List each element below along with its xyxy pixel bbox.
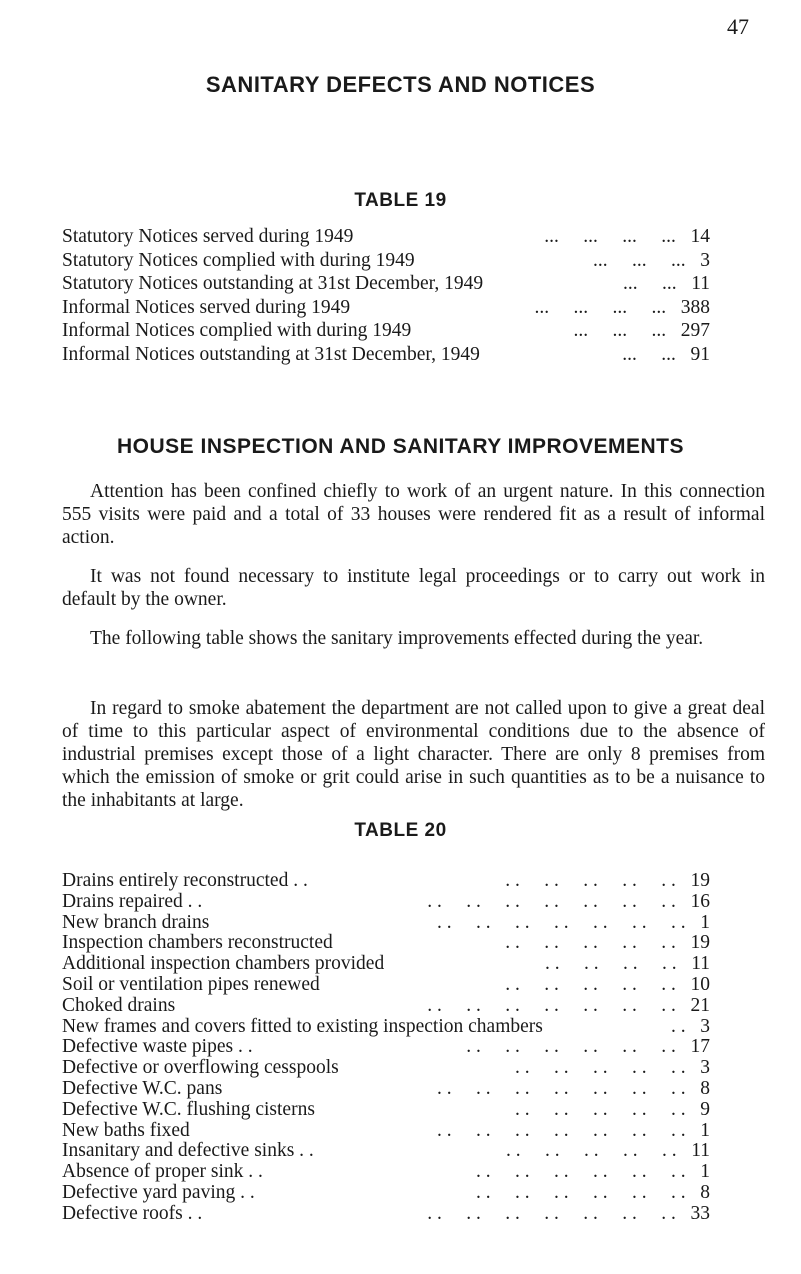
row-number: 16: [690, 890, 710, 912]
row-number: 33: [690, 1202, 710, 1224]
row-leader-dots: . . . . . . . . . .: [515, 1098, 686, 1120]
row-value: [427, 1203, 710, 1225]
row-label: New branch drains: [62, 911, 210, 933]
table-row: [62, 1182, 710, 1203]
section-heading: HOUSE INSPECTION AND SANITARY IMPROVEMENTS: [116, 435, 685, 458]
row-leader-dots: . . . . . . . . . .: [505, 973, 676, 995]
table-row: [62, 974, 710, 995]
row-leader-dots: ... ... ...: [593, 249, 686, 271]
row-value: [515, 1099, 710, 1121]
table-row: [62, 1140, 710, 1161]
row-number: 10: [690, 973, 710, 995]
row-value: [671, 1016, 710, 1038]
row-label: Absence of proper sink . .: [62, 1161, 263, 1183]
row-label: Drains entirely reconstructed . .: [62, 870, 308, 891]
row-label: Choked drains: [62, 994, 176, 1016]
row-label: Defective roofs . .: [62, 1202, 203, 1224]
row-leader-dots: . . . . . . . . . .: [505, 870, 676, 891]
row-value: [505, 870, 710, 892]
table-row: [62, 297, 710, 321]
row-number: 14: [690, 226, 710, 247]
row-number: 91: [690, 343, 710, 365]
row-value: [622, 344, 710, 366]
row-value: [545, 953, 710, 975]
table-20-heading: TABLE 20: [354, 820, 447, 841]
table-row: [62, 891, 710, 912]
row-leader-dots: . . . . . . . . . . . .: [476, 1181, 686, 1203]
row-number: 11: [691, 1140, 710, 1162]
row-leader-dots: . . . . . . . . . .: [505, 1140, 677, 1162]
row-leader-dots: . . . . . . . . . . . .: [476, 1161, 686, 1183]
row-label: Informal Notices complied with during 1949: [62, 320, 412, 342]
row-value: [505, 932, 710, 954]
table-row: [62, 995, 710, 1016]
table-row: [62, 1203, 710, 1224]
row-number: 3: [700, 1057, 710, 1079]
row-value: [515, 1057, 710, 1079]
row-leader-dots: ... ... ...: [573, 320, 667, 342]
row-leader-dots: . . . . . . . . . . . .: [466, 1036, 676, 1058]
table-row: [62, 1120, 710, 1141]
row-number: 19: [690, 932, 710, 954]
row-leader-dots: . . . . . . . . . .: [505, 932, 676, 954]
row-number: 1: [700, 911, 710, 933]
row-label: New baths fixed: [62, 1119, 190, 1141]
row-label: Statutory Notices complied with during 1949: [62, 249, 415, 271]
table-row: [62, 1036, 710, 1057]
row-leader-dots: ... ...: [622, 343, 676, 365]
table-row: [62, 273, 710, 297]
row-label: Drains repaired . .: [62, 890, 203, 912]
row-number: 11: [691, 953, 710, 975]
row-leader-dots: . .: [671, 1015, 686, 1037]
table-row: [62, 344, 710, 368]
row-label: Defective yard paving . .: [62, 1181, 255, 1203]
row-label: Inspection chambers reconstructed: [62, 932, 333, 954]
row-value: [427, 891, 710, 913]
row-value: [506, 1140, 710, 1162]
row-number: 9: [700, 1098, 710, 1120]
row-value: [574, 320, 711, 342]
table-row: [62, 1161, 710, 1182]
row-leader-dots: . . . . . . . .: [544, 953, 677, 975]
row-value: [623, 273, 710, 295]
table-row: [62, 953, 710, 974]
row-number: 8: [700, 1077, 710, 1099]
row-label: Informal Notices served during 1949: [62, 296, 351, 318]
row-value: [505, 974, 710, 996]
row-leader-dots: ... ... ... ...: [534, 296, 667, 318]
table-19: [62, 226, 710, 368]
table-row: [62, 912, 710, 933]
row-number: 1: [700, 1119, 710, 1141]
row-value: [476, 1161, 710, 1183]
row-label: Statutory Notices outstanding at 31st December, 1949: [62, 273, 484, 295]
row-label: Defective W.C. flushing cisterns: [62, 1098, 315, 1120]
row-label: Additional inspection chambers provided: [62, 953, 385, 975]
row-leader-dots: . . . . . . . . . . . . . .: [427, 994, 676, 1016]
row-leader-dots: ... ... ... ...: [544, 226, 676, 247]
row-label: Statutory Notices served during 1949: [62, 226, 354, 247]
table-row: [62, 1016, 710, 1037]
row-number: 8: [700, 1181, 710, 1203]
row-leader-dots: . . . . . . . . . . . . . .: [437, 1119, 686, 1141]
row-number: 297: [680, 320, 710, 342]
table-row: [62, 320, 710, 344]
row-label: Defective or overflowing cesspools: [62, 1057, 339, 1079]
row-number: 3: [700, 1015, 710, 1037]
row-leader-dots: . . . . . . . . . . . . . .: [437, 1077, 686, 1099]
row-label: Defective W.C. pans: [62, 1077, 223, 1099]
row-value: [535, 297, 711, 319]
table-row: [62, 250, 710, 274]
table-row: [62, 932, 710, 953]
paragraph: Attention has been confined chiefly to work of an urgent nature. In this connection 555 visits were paid and a total of 33 houses were rendered fit as a result of informal action.: [62, 481, 765, 548]
table-row: [62, 1099, 710, 1120]
paragraph: It was not found necessary to institute legal proceedings or to carry out work in default by the owner.: [62, 566, 765, 610]
table-row: [62, 1078, 710, 1099]
row-label: Defective waste pipes . .: [62, 1036, 253, 1058]
row-number: 19: [690, 870, 710, 891]
row-number: 388: [680, 296, 710, 318]
paragraph: In regard to smoke abatement the department are not called upon to give a great deal of time to this particular aspect of environmental conditions due to the absence of industrial premises except those of a light character. There are only 8 premises from which the emission of smoke or grit could arise in such quantities as to be a nuisance to the inhabitants at large.: [62, 698, 765, 811]
row-number: 21: [690, 994, 710, 1016]
row-value: [476, 1182, 710, 1204]
row-label: Insanitary and defective sinks . .: [62, 1140, 314, 1162]
page-title: SANITARY DEFECTS AND NOTICES: [205, 72, 596, 97]
row-number: 1: [700, 1161, 710, 1183]
row-label: Informal Notices outstanding at 31st December, 1949: [62, 343, 480, 365]
row-value: [437, 1078, 710, 1100]
row-leader-dots: . . . . . . . . . . . . . .: [437, 911, 686, 933]
row-value: [437, 1120, 710, 1142]
table-row: [62, 1057, 710, 1078]
row-label: Soil or ventilation pipes renewed: [62, 973, 320, 995]
row-label: New frames and covers fitted to existing inspection chambers: [62, 1015, 543, 1037]
table-row: [62, 870, 710, 891]
row-leader-dots: . . . . . . . . . . . . . .: [427, 890, 676, 912]
row-value: [544, 226, 710, 248]
paragraph: The following table shows the sanitary improvements effected during the year.: [90, 628, 704, 649]
table-19-heading: TABLE 19: [354, 190, 447, 211]
table-row: [62, 226, 710, 250]
row-value: [466, 1036, 710, 1058]
row-leader-dots: ... ...: [622, 273, 677, 295]
page-number: 47: [727, 14, 749, 39]
row-value: [437, 912, 710, 934]
table-20: [62, 870, 710, 1224]
row-number: 11: [691, 273, 710, 295]
row-leader-dots: . . . . . . . . . . . . . .: [427, 1202, 676, 1224]
row-number: 3: [700, 249, 710, 271]
row-leader-dots: . . . . . . . . . .: [515, 1057, 686, 1079]
row-number: 17: [690, 1036, 710, 1058]
row-value: [427, 995, 710, 1017]
row-value: [593, 250, 710, 272]
